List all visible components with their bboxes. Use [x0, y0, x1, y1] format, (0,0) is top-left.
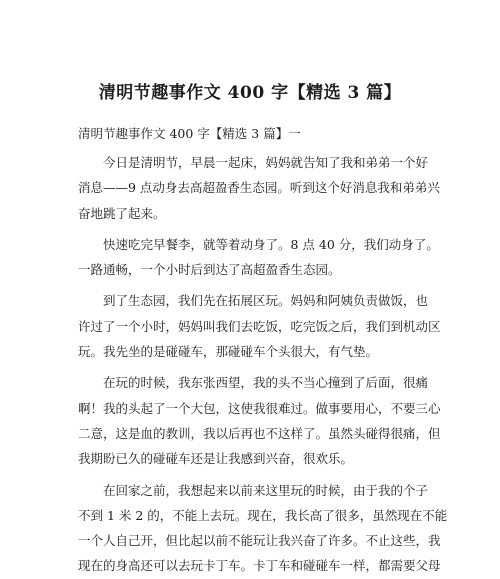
- text-line: 到了生态园，我们先在拓展区玩。妈妈和阿姨负责做饭，也: [103, 293, 429, 309]
- paragraph-1: [78, 150, 438, 226]
- paragraph-4: [78, 370, 441, 471]
- text-line: 我期盼已久的碰碰车还是让我感到兴奋，很欢乐。: [78, 451, 354, 467]
- text-line: 在玩的时候，我东张西望，我的头不当心撞到了后面，很痛: [103, 375, 429, 391]
- text-line: 快速吃完早餐李，就等着动身了。8 点 40 分，我们动身了。: [103, 236, 439, 252]
- text-line: 一路通畅，一个小时后到达了高超盈香生态园。: [78, 262, 341, 278]
- text-line: 在回家之前，我想起来以前来这里玩的时候，由于我的个子: [103, 482, 429, 498]
- text-line: 玩。我先坐的是碰碰车，那碰碰车个头很大，有气垫。: [78, 344, 379, 360]
- paragraph-2: [78, 232, 438, 283]
- paragraph-3: [78, 288, 441, 364]
- text-line: 今日是清明节，早晨一起床，妈妈就告知了我和弟弟一个好: [103, 155, 429, 170]
- text-line: 不到 1 米 2 的，不能上去玩。现在，我长高了很多，虽然现在不能: [78, 507, 448, 523]
- text-line: 消息——9 点动身去高超盈香生态园。听到这个好消息我和弟弟兴: [78, 180, 440, 196]
- text-line: 一个人自己开，但比起以前不能玩让我兴奋了许多。不止这些，我: [78, 533, 441, 549]
- document-subtitle: 清明节趣事作文 400 字【精选 3 篇】一: [78, 126, 301, 141]
- document-title: 清明节趣事作文 400 字【精选 3 篇】: [98, 83, 402, 103]
- text-line: 现在的身高还可以去玩卡丁车。卡丁车和碰碰车一样，都需要父母: [78, 558, 441, 574]
- document-body: [78, 150, 448, 579]
- paragraph-5: [78, 478, 448, 579]
- text-line: 啊！我的头起了一个大包，这使我很难过。做事要用心，不要三心: [78, 400, 441, 416]
- text-line: 二意，这是血的教训，我以后再也不这样了。虽然头碰得很痛，但: [78, 425, 441, 441]
- text-line: 奋地跳了起来。: [78, 205, 166, 221]
- text-line: 许过了一个小时，妈妈叫我们去吃饭，吃完饭之后，我们到机动区: [78, 318, 441, 334]
